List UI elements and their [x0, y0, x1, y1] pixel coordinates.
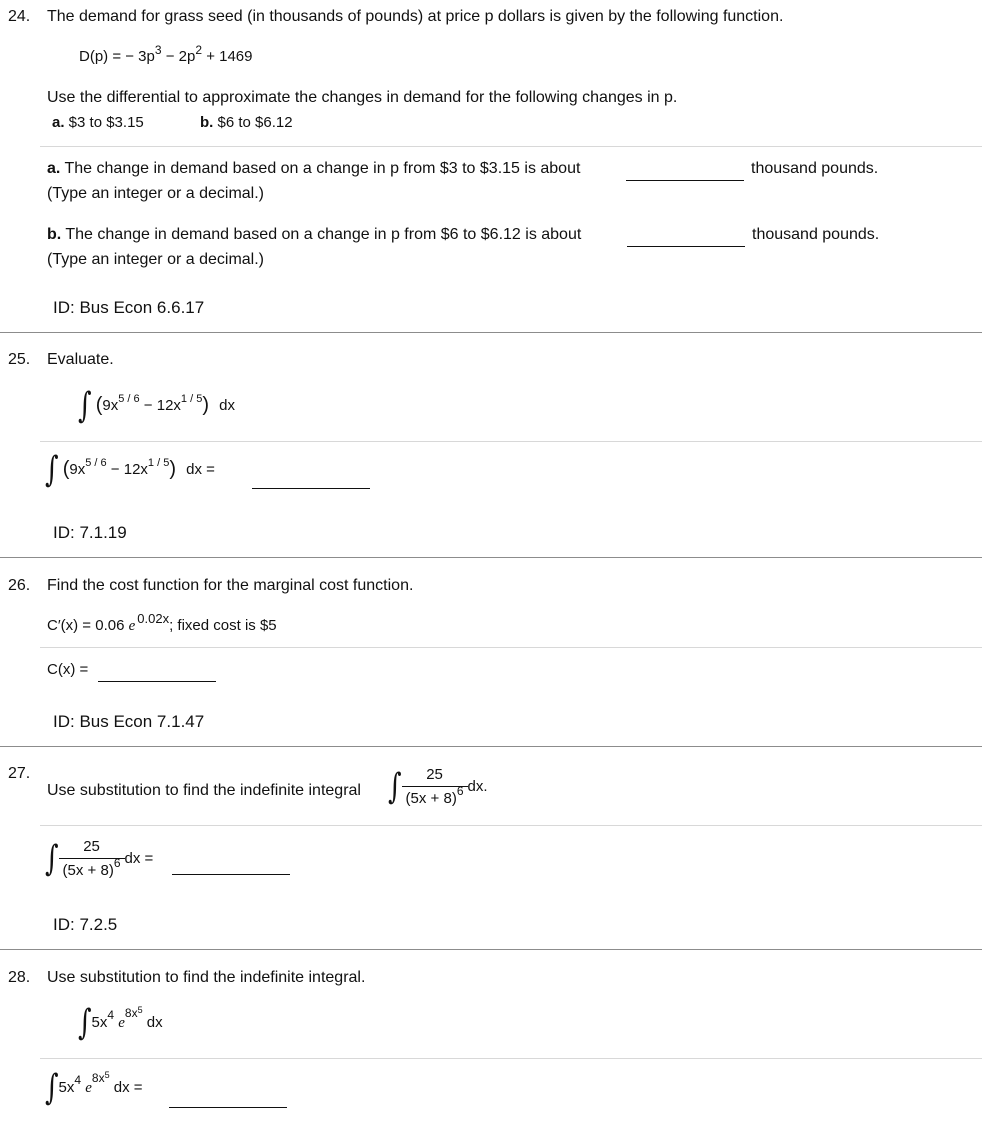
integral-sign-icon: ∫ [45, 1067, 59, 1109]
question-separator [0, 332, 982, 333]
integral-sign-icon: ∫ [388, 766, 402, 807]
question-prompt: Use substitution to find the indefinite integral. [47, 969, 366, 986]
answer-expression: ∫ $(9x^{5 / 6} - 12x^{1 / 5})$ dx = [45, 449, 215, 491]
question-number: 27. [8, 765, 31, 782]
answer-a-hint: (Type an integer or a decimal.) [47, 185, 264, 202]
question-number: 28. [8, 969, 31, 986]
question-prompt: Find the cost function for the marginal cost function. [47, 577, 414, 594]
integral-sign-icon: ∫ [45, 449, 59, 491]
answer-a-unit: thousand pounds. [751, 160, 879, 177]
integral-sign-icon: ∫ [78, 385, 92, 427]
answer-b-text: b. The change in demand based on a change in p from $6 to $6.12 is about [47, 226, 582, 243]
question-separator [0, 746, 982, 747]
integral-expression: ∫ $(9x^{5 / 6} - 12x^{1 / 5})$ dx [78, 385, 236, 427]
answer-expression: $\int 5x^4$ $e^{8x^5}$ dx = [45, 1067, 143, 1109]
question-id: ID: Bus Econ 7.1.47 [53, 712, 205, 731]
question-id: ID: Bus Econ 6.6.17 [53, 298, 205, 317]
answer-expression: ∫ $\frac{25}{(5x + 8)^6}$ dx = [45, 838, 154, 879]
divider [40, 647, 982, 648]
question-separator [0, 557, 982, 558]
answer-input[interactable] [252, 488, 370, 489]
answer-b-input[interactable] [627, 246, 745, 247]
answer-a-input[interactable] [626, 180, 744, 181]
question-separator [0, 949, 982, 950]
answer-input[interactable] [172, 874, 290, 875]
question-prompt: Evaluate. [47, 351, 114, 368]
demand-function: D(p) = − $3p^3 - 2p^2 + 1469$ [79, 43, 253, 65]
divider [40, 825, 982, 826]
answer-a-text: a. The change in demand based on a change in p from $3 to $3.15 is about [47, 160, 581, 177]
question-prompt: Use substitution to find the indefinite integral [47, 782, 361, 799]
part-a-range: a. $3 to $3.15 [52, 114, 144, 131]
answer-b-hint: (Type an integer or a decimal.) [47, 251, 264, 268]
question-number: 26. [8, 577, 31, 594]
question-number: 24. [8, 8, 31, 25]
integral-sign-icon: ∫ [45, 838, 59, 879]
divider [40, 441, 982, 442]
instruction-text: Use the differential to approximate the changes in demand for the following changes in p. [47, 89, 678, 106]
question-prompt: The demand for grass seed (in thousands of pounds) at price p dollars is given by the following function. [47, 8, 784, 25]
integral-expression: ∫ $\frac{25}{(5x + 8)^6}$ dx. [388, 766, 488, 807]
question-id: ID: 7.1.19 [53, 523, 127, 542]
integral-expression: $\int 5x^4$ $e^{8x^5}$ dx [78, 1002, 163, 1044]
divider [40, 1058, 982, 1059]
divider [40, 146, 982, 147]
answer-input[interactable] [169, 1107, 287, 1108]
answer-b-unit: thousand pounds. [752, 226, 880, 243]
part-b-range: b. $6 to $6.12 [200, 114, 293, 131]
question-number: 25. [8, 351, 31, 368]
question-id: ID: 7.2.5 [53, 915, 118, 934]
marginal-cost-function: C′(x) = 0.06 e 0.02x; fixed cost is $5 [47, 611, 277, 634]
integral-sign-icon: ∫ [78, 1002, 92, 1044]
answer-label: C(x) = [47, 661, 89, 678]
answer-input[interactable] [98, 681, 216, 682]
